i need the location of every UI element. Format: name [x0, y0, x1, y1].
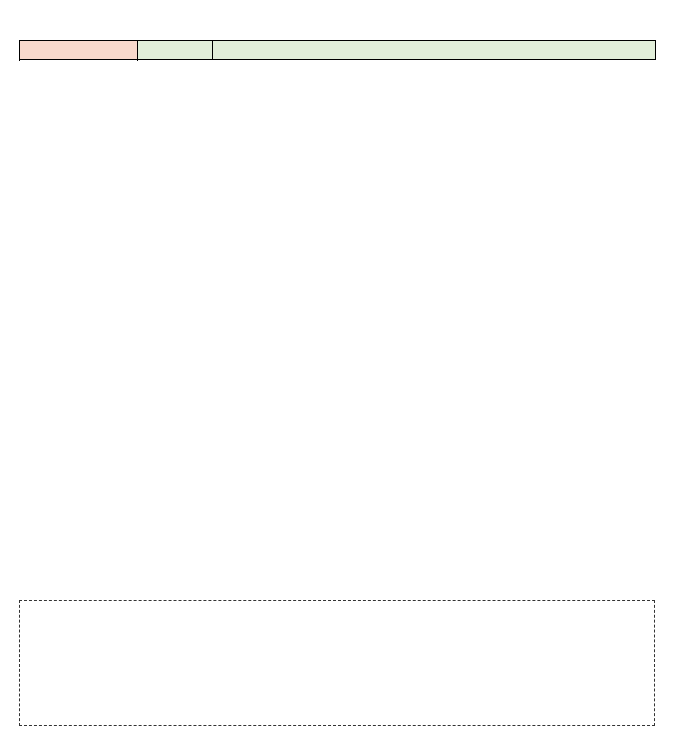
header-group-span [213, 41, 656, 60]
header-group-label [138, 41, 213, 60]
notes-box [19, 600, 655, 726]
corner-header [20, 41, 138, 60]
tourism-di-table [19, 40, 656, 60]
